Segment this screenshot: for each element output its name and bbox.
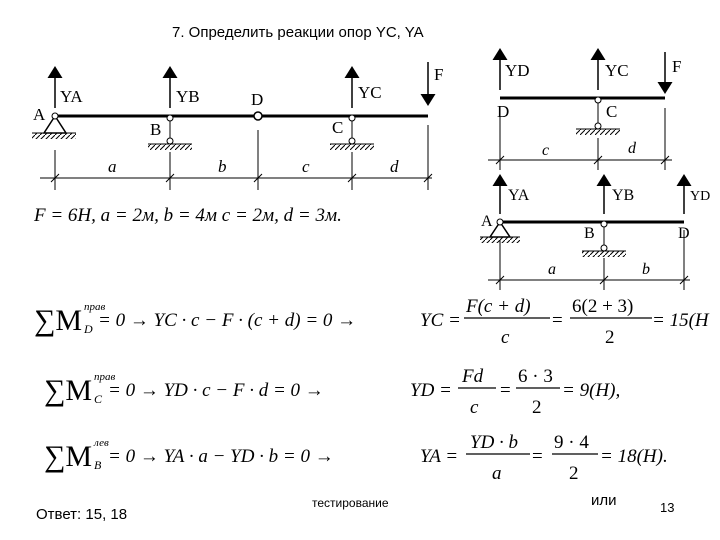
rb-label-yb: YB	[612, 187, 635, 204]
rt-dim-d: d	[628, 140, 636, 157]
eq3-sub: B	[94, 458, 102, 472]
label-d: D	[251, 90, 264, 109]
eq3-f2-num: 9 · 4	[554, 432, 589, 453]
rt-label-c: C	[606, 102, 618, 121]
eq2-sub: C	[94, 392, 103, 406]
eq2-sum: ∑M	[44, 374, 93, 407]
eq3-lhs: YA =	[420, 446, 459, 467]
svg-text:=: =	[552, 310, 563, 331]
eq2-f1-den: c	[470, 397, 479, 418]
rt-label-yd: YD	[505, 61, 530, 80]
rb-dim-a: a	[548, 261, 556, 278]
eq1-sum: ∑M	[34, 304, 83, 337]
eq2-result: = 9(H),	[562, 380, 621, 401]
eq2-f1-num: Fd	[462, 366, 484, 387]
page-number: 13	[660, 500, 675, 515]
right-top-diagram	[488, 52, 681, 170]
dim-c: c	[302, 157, 310, 176]
label-f: F	[434, 65, 444, 84]
footer-link[interactable]: тестирование	[312, 496, 389, 510]
label-yb: YB	[176, 87, 200, 106]
main-dimension-line	[40, 125, 432, 190]
eq2-f2-num: 6 · 3	[518, 366, 553, 387]
rt-label-f: F	[672, 57, 682, 76]
eq1-sub: D	[84, 322, 93, 336]
rb-label-a: A	[481, 213, 493, 230]
eq2-lhs: YD =	[410, 380, 452, 401]
title-text: 7. Определить реакции опор	[172, 24, 372, 41]
rt-label-d: D	[497, 102, 510, 121]
equation-1	[34, 296, 710, 348]
eq1-sup: прав	[84, 301, 106, 313]
rb-label-d: D	[678, 225, 690, 242]
given-values: F = 6H, a = 2м, b = 4м c = 2м, d = 3м.	[34, 205, 342, 226]
dim-a: a	[108, 157, 117, 176]
eq1-lhs: YC =	[420, 310, 461, 331]
rb-label-yd: YD	[690, 189, 711, 204]
eq3-sup: лев	[94, 437, 109, 449]
eq1-result: = 15(H	[652, 310, 709, 331]
eq1-f1-den: c	[501, 327, 510, 348]
or-text: или	[591, 492, 617, 509]
eq3-result: = 18(H).	[600, 446, 668, 467]
label-yc: YC	[358, 83, 382, 102]
main-beam-diagram	[32, 62, 443, 190]
rb-label-ya: YA	[508, 187, 530, 204]
eq1-f1-num: F(c + d)	[466, 296, 531, 317]
hinge-d	[254, 112, 262, 120]
svg-text:=: =	[532, 446, 543, 467]
rt-dim-c: c	[542, 142, 550, 159]
eq3-f1-num: YD · b	[470, 432, 519, 453]
label-b: B	[150, 120, 162, 139]
rb-label-b: B	[584, 225, 595, 242]
equation-2	[44, 366, 620, 418]
svg-text:=: =	[500, 380, 511, 401]
dim-b: b	[218, 157, 227, 176]
right-bottom-diagram	[480, 180, 710, 290]
eq3-sum: ∑M	[44, 440, 93, 473]
eq1-f2-num: 6(2 + 3)	[572, 296, 634, 317]
answer-text: Ответ: 15, 18	[36, 506, 128, 523]
label-c: C	[332, 118, 344, 137]
eq3-text: = 0 → YA · a − YD · b = 0 →	[108, 446, 334, 467]
dim-d: d	[390, 157, 399, 176]
eq1-text: = 0 → YC · c − F · (c + d) = 0 →	[98, 310, 357, 331]
label-a: A	[33, 105, 46, 124]
eq2-f2-den: 2	[532, 397, 542, 418]
rt-label-yc: YC	[605, 61, 629, 80]
label-ya: YA	[60, 87, 83, 106]
eq1-f2-den: 2	[605, 327, 615, 348]
title-vars: YC, YA	[375, 24, 424, 41]
eq3-f1-den: a	[492, 463, 502, 484]
eq2-sup: прав	[94, 371, 116, 383]
eq3-f2-den: 2	[569, 463, 579, 484]
eq2-text: = 0 → YD · c − F · d = 0 →	[108, 380, 324, 401]
equation-3	[44, 432, 668, 484]
rb-dim-b: b	[642, 261, 650, 278]
